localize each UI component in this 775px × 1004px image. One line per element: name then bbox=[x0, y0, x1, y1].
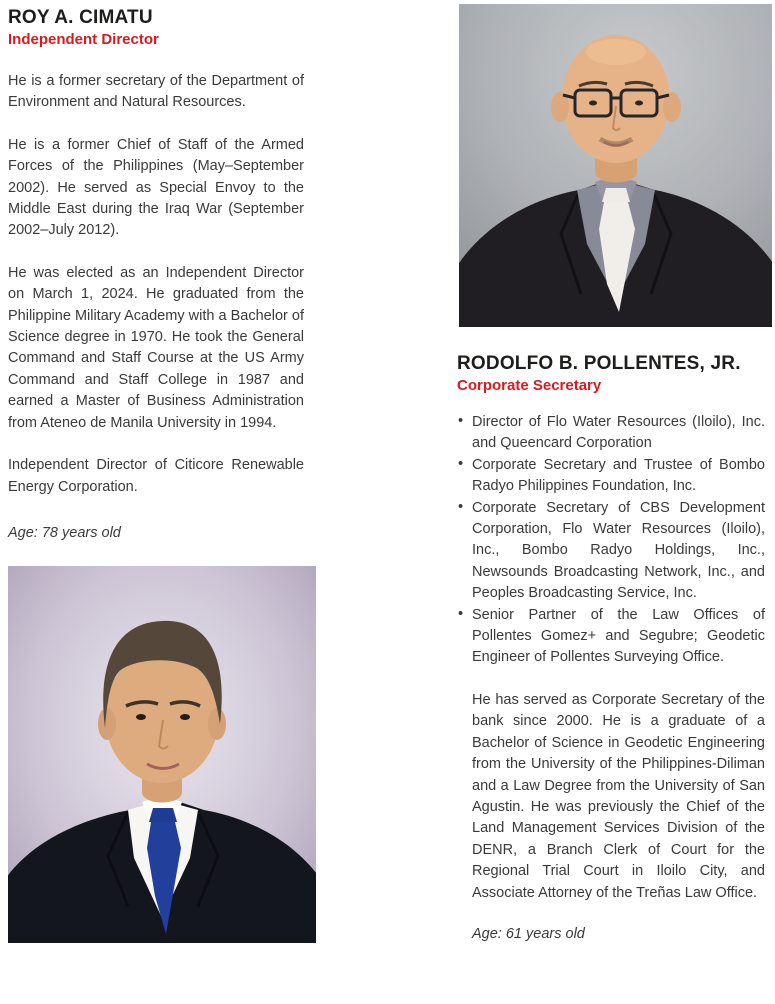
profile-role-right: Corporate Secretary bbox=[457, 377, 602, 394]
bullet-item-4 bbox=[457, 605, 765, 669]
portrait-illustration-rodolfo-pollentes bbox=[459, 4, 772, 327]
portrait-photo-roy-cimatu bbox=[8, 566, 316, 943]
bullet-marker: • bbox=[458, 605, 464, 622]
bullet-item-1 bbox=[457, 412, 765, 455]
bullet-text-2: Corporate Secretary and Trustee of Bombo Radyo Philippines Foundation, Inc. bbox=[472, 456, 765, 495]
profile-name-right: RODOLFO B. POLLENTES, JR. bbox=[457, 353, 741, 374]
portrait-illustration-roy-cimatu bbox=[8, 566, 316, 943]
bullet-marker: • bbox=[458, 413, 464, 429]
role-bullet-list bbox=[457, 412, 765, 669]
bullet-item-2 bbox=[457, 455, 765, 498]
profile-rodolfo-pollentes bbox=[457, 4, 765, 945]
bullet-text-4: Senior Partner of the Law Offices of Pollentes Gomez+ and Segubre; Geodetic Engineer of Pollentes Surveying Office. bbox=[472, 606, 765, 666]
age-text-left: Age: 78 years old bbox=[8, 524, 121, 541]
age-text-right: Age: 61 years old bbox=[472, 925, 585, 942]
bio-paragraph-1: He is a former secretary of the Department of Environment and Natural Resources. bbox=[8, 73, 304, 111]
bullet-marker: • bbox=[458, 498, 464, 515]
bio-paragraph-4: Independent Director of Citicore Renewable Energy Corporation. bbox=[8, 457, 304, 495]
bio-paragraph-3: He was elected as an Independent Director on March 1, 2024. He graduated from the Philippine Military Academy with a Bachelor of Science degree in 1970. He took the General Command and Staff Course at the US Army Command and Staff College in 1987 and earned a Master of Business Administration from Ateneo de Manila University in 1994. bbox=[8, 264, 304, 431]
bullet-item-3 bbox=[457, 498, 765, 605]
bullet-text-3: Corporate Secretary of CBS Development Corporation, Flo Water Resources (Iloilo), Inc., Bombo Radyo Holdings, Inc., Newsounds Broadcasting Network, Inc., and Peoples Broadcasting Service, Inc. bbox=[472, 499, 765, 602]
bullet-marker: • bbox=[458, 455, 464, 472]
bullet-text-1: Director of Flo Water Resources (Iloilo), Inc. and Queencard Corporation bbox=[472, 414, 765, 452]
profile-role-left: Independent Director bbox=[8, 31, 159, 48]
bio-paragraph-right: He has served as Corporate Secretary of the bank since 2000. He is a graduate of a Bachelor of Science in Geodetic Engineering from the University of the Philippines-Diliman and a Law Degree from the University of San Agustin. He was previously the Chief of the Land Management Services Division of the DENR, a Branch Clerk of Court for the Regional Trial Court in Iloilo City, and Associate Attorney of the Treñas Law Office. bbox=[472, 691, 765, 901]
profile-name-left: ROY A. CIMATU bbox=[8, 7, 153, 28]
bio-paragraph-2: He is a former Chief of Staff of the Armed Forces of the Philippines (May–September 2002). He served as Special Envoy to the Middle East during the Iraq War (September 2002–July 2012). bbox=[8, 136, 304, 239]
portrait-photo-rodolfo-pollentes bbox=[459, 4, 772, 327]
profile-roy-cimatu bbox=[8, 6, 304, 943]
